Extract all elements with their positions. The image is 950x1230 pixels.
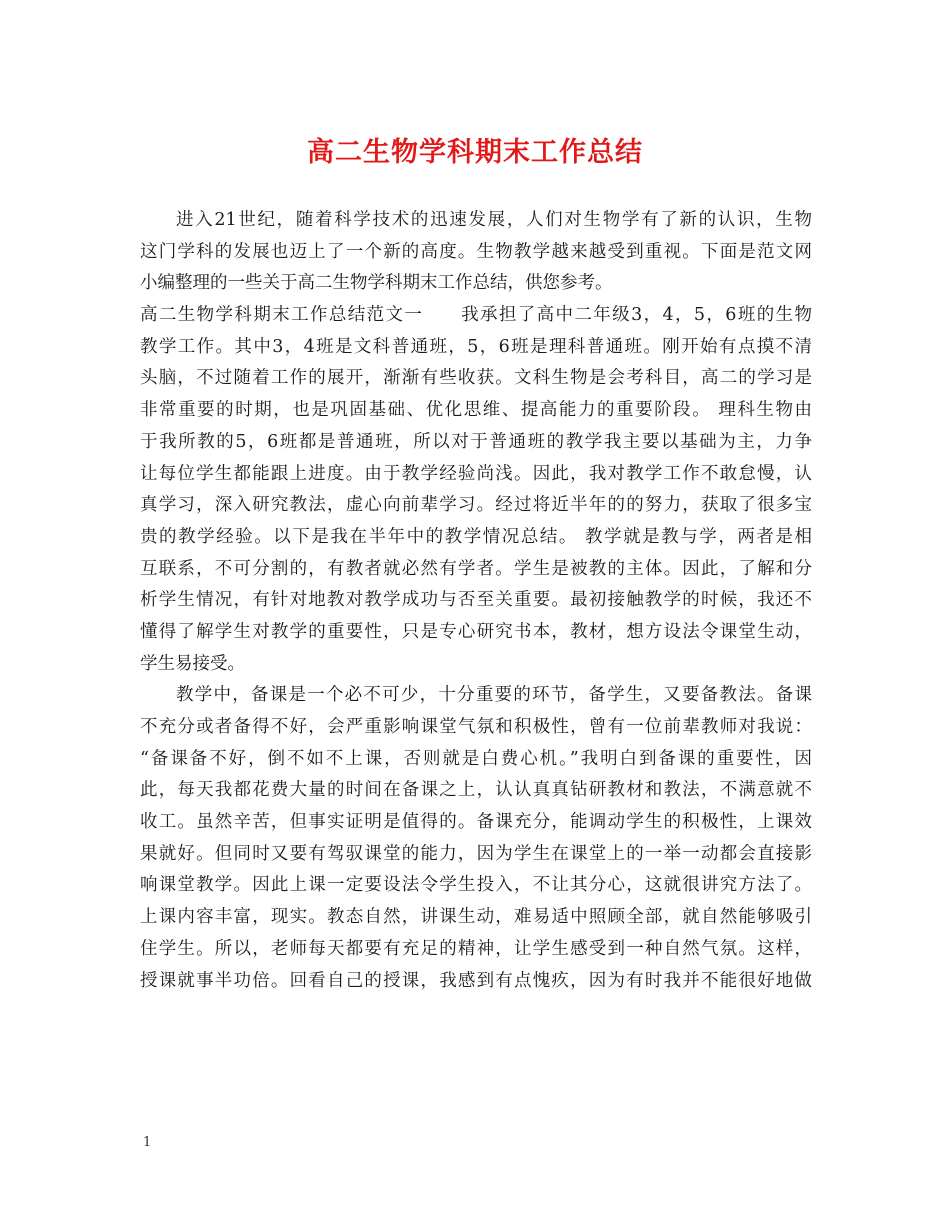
- text-line: 非常重要的时期，也是巩固基础、优化思维、提高能力的重要阶段。 理科生物由: [140, 400, 812, 421]
- text-line: 于我所教的5，6班都是普通班，所以对于普通班的教学我主要以基础为主，力争: [140, 431, 812, 452]
- text-line: 这门学科的发展也迈上了一个新的高度。生物教学越来越受到重视。下面是范文网: [140, 241, 812, 262]
- text-line: 小编整理的一些关于高二生物学科期末工作总结，供您参考。: [140, 273, 613, 294]
- text-line: “备课备不好，倒不如不上课，否则就是白费心机。”我明白到备课的重要性，因: [140, 748, 812, 769]
- text-line: 教学中，备课是一个必不可少，十分重要的环节，备学生，又要备教法。备课: [176, 685, 812, 706]
- text-line: 高二生物学科期末工作总结范文一 我承担了高中二年级3，4，5，6班的生物: [140, 305, 812, 326]
- document-title: 高二生物学科期末工作总结: [307, 137, 643, 168]
- text-line: 头脑，不过随着工作的展开，渐渐有些收获。文科生物是会考科目，高二的学习是: [140, 368, 812, 389]
- text-line: 住学生。所以，老师每天都要有充足的精神，让学生感受到一种自然气氛。这样，: [140, 938, 812, 959]
- text-line: 让每位学生都能跟上进度。由于教学经验尚浅。因此，我对教学工作不敢怠慢，认: [140, 463, 812, 484]
- text-line: 不充分或者备得不好，会严重影响课堂气氛和积极性，曾有一位前辈教师对我说：: [140, 717, 812, 737]
- text-line: 真学习，深入研究教法，虚心向前辈学习。经过将近半年的的努力，获取了很多宝: [140, 495, 812, 516]
- text-line: 果就好。但同时又要有驾驭课堂的能力，因为学生在课堂上的一举一动都会直接影: [140, 843, 812, 864]
- text-line: 上课内容丰富，现实。教态自然，讲课生动，难易适中照顾全部，就自然能够吸引: [140, 907, 812, 928]
- text-line: 析学生情况，有针对地教对教学成功与否至关重要。最初接触教学的时候，我还不: [140, 590, 812, 611]
- text-line: 响课堂教学。因此上课一定要设法令学生投入，不让其分心，这就很讲究方法了。: [140, 875, 812, 896]
- text-line: 收工。虽然辛苦，但事实证明是值得的。备课充分，能调动学生的积极性，上课效: [140, 812, 812, 833]
- text-line: 学生易接受。: [140, 653, 245, 674]
- page-number: 1: [143, 1135, 152, 1150]
- text-line: 授课就事半功倍。回看自己的授课，我感到有点愧疚，因为有时我并不能很好地做: [140, 970, 812, 991]
- text-line: 进入21世纪，随着科学技术的迅速发展，人们对生物学有了新的认识，生物: [176, 210, 812, 230]
- text-line: 教学工作。其中3，4班是文科普通班，5，6班是理科普通班。刚开始有点摸不清: [140, 336, 812, 357]
- text-line: 互联系，不可分割的，有教者就必然有学者。学生是被教的主体。因此，了解和分: [140, 558, 812, 579]
- text-line: 懂得了解学生对教学的重要性，只是专心研究书本，教材，想方设法令课堂生动，: [140, 621, 812, 642]
- document-body: [140, 205, 812, 997]
- text-line: 贵的教学经验。以下是我在半年中的教学情况总结。 教学就是教与学，两者是相: [140, 526, 812, 547]
- text-line: 此，每天我都花费大量的时间在备课之上，认认真真钻研教材和教法，不满意就不: [140, 780, 812, 801]
